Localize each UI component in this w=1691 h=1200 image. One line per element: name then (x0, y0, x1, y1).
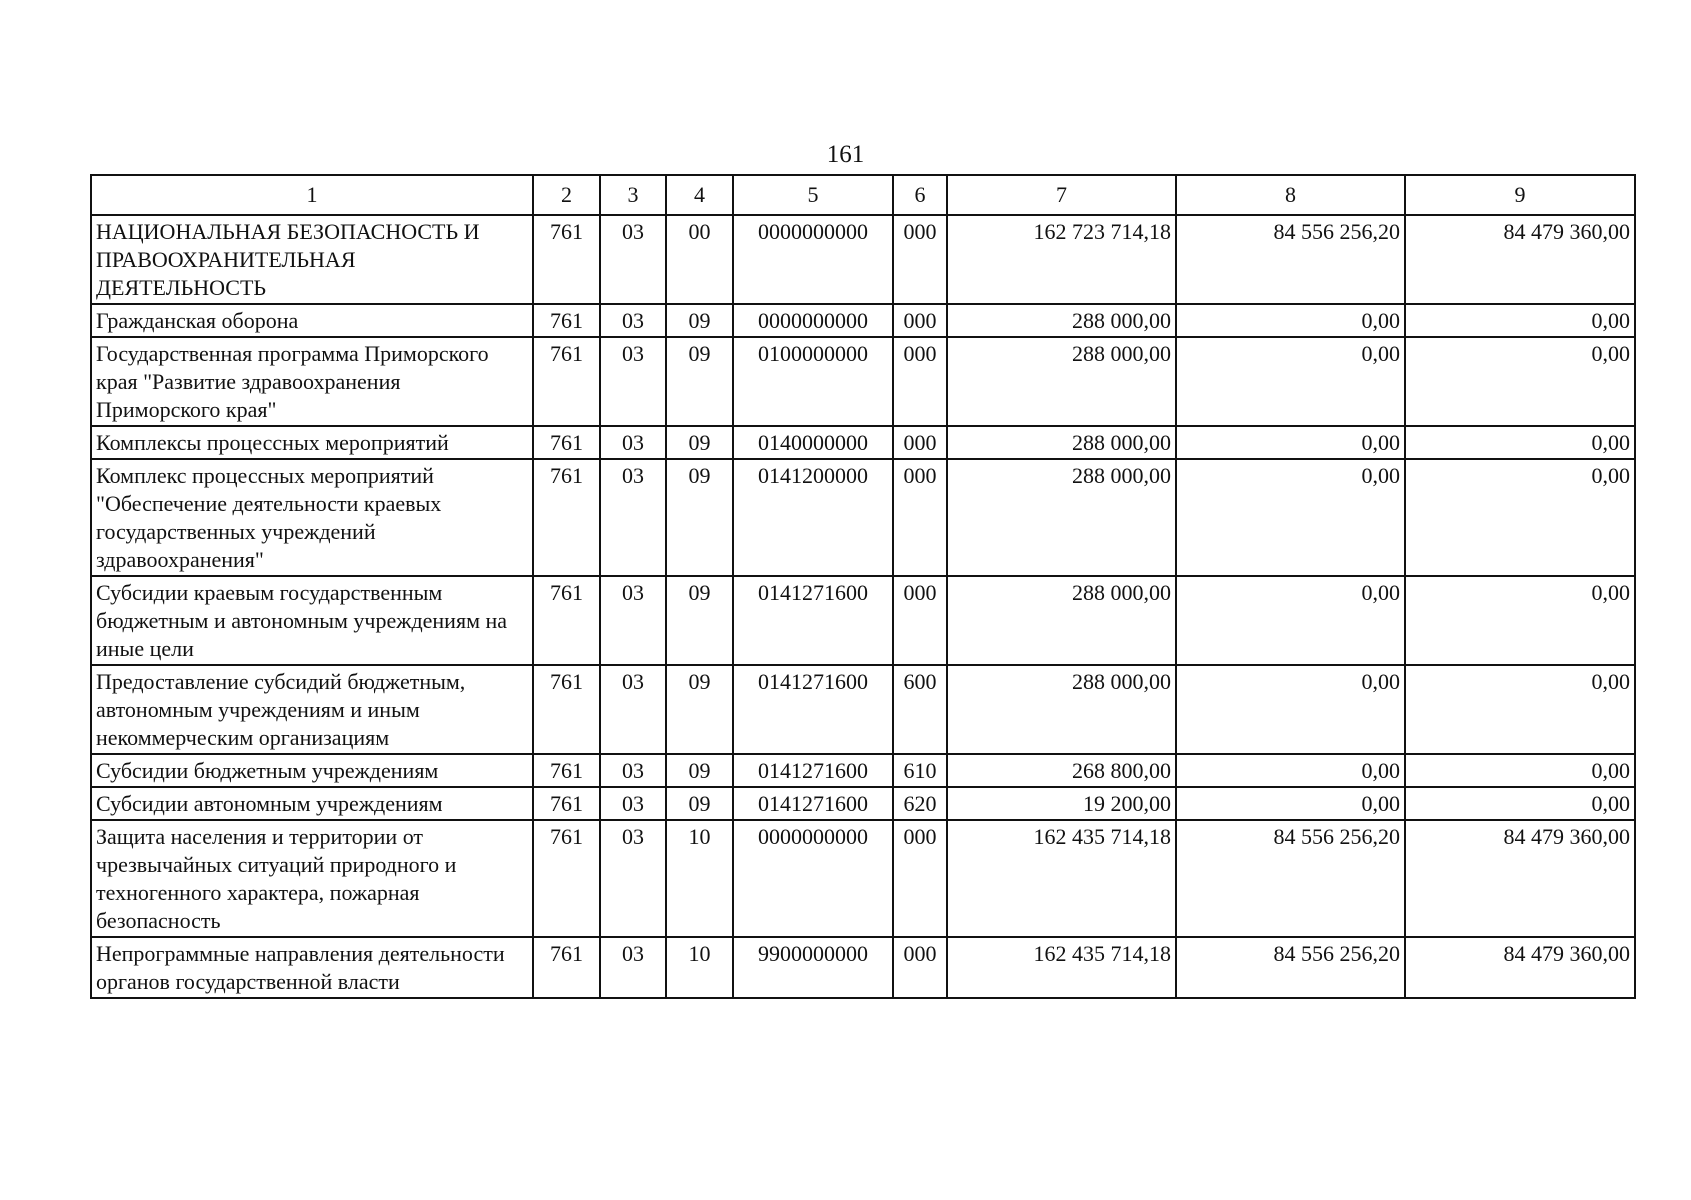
code-chapter: 761 (533, 576, 600, 665)
amount-col-9: 0,00 (1405, 426, 1635, 459)
column-header: 4 (666, 175, 733, 215)
code-target-article: 9900000000 (733, 937, 893, 998)
code-expense-type: 610 (893, 754, 947, 787)
amount-col-7: 162 435 714,18 (947, 820, 1176, 937)
amount-col-9: 0,00 (1405, 304, 1635, 337)
table-body (91, 215, 1635, 998)
amount-col-7: 288 000,00 (947, 304, 1176, 337)
column-header: 3 (600, 175, 666, 215)
code-expense-type: 000 (893, 337, 947, 426)
budget-table (90, 174, 1636, 999)
amount-col-9: 84 479 360,00 (1405, 937, 1635, 998)
code-chapter: 761 (533, 304, 600, 337)
table-row (91, 337, 1635, 426)
amount-col-9: 84 479 360,00 (1405, 820, 1635, 937)
code-subsection: 10 (666, 937, 733, 998)
table-row (91, 820, 1635, 937)
code-expense-type: 000 (893, 459, 947, 576)
amount-col-8: 0,00 (1176, 576, 1405, 665)
code-section: 03 (600, 754, 666, 787)
code-expense-type: 000 (893, 426, 947, 459)
row-name: Предоставление субсидий бюджетным, автономным учреждениям и иным некоммерческим организациям (91, 665, 533, 754)
row-name: Субсидии краевым государственным бюджетным и автономным учреждениям на иные цели (91, 576, 533, 665)
amount-col-7: 19 200,00 (947, 787, 1176, 820)
code-chapter: 761 (533, 665, 600, 754)
column-header: 8 (1176, 175, 1405, 215)
column-header: 5 (733, 175, 893, 215)
column-number-row (91, 175, 1635, 215)
code-chapter: 761 (533, 459, 600, 576)
table-row (91, 215, 1635, 304)
code-expense-type: 000 (893, 820, 947, 937)
code-chapter: 761 (533, 337, 600, 426)
row-name: Гражданская оборона (91, 304, 533, 337)
amount-col-7: 268 800,00 (947, 754, 1176, 787)
code-expense-type: 600 (893, 665, 947, 754)
amount-col-8: 84 556 256,20 (1176, 937, 1405, 998)
row-name: Комплекс процессных мероприятий "Обеспечение деятельности краевых государственных учреждений здравоохранения" (91, 459, 533, 576)
row-name: Государственная программа Приморского края "Развитие здравоохранения Приморского края" (91, 337, 533, 426)
amount-col-7: 162 723 714,18 (947, 215, 1176, 304)
amount-col-9: 0,00 (1405, 665, 1635, 754)
code-section: 03 (600, 820, 666, 937)
code-target-article: 0141271600 (733, 787, 893, 820)
amount-col-8: 0,00 (1176, 754, 1405, 787)
code-target-article: 0000000000 (733, 820, 893, 937)
code-subsection: 09 (666, 665, 733, 754)
table-row (91, 576, 1635, 665)
code-target-article: 0141200000 (733, 459, 893, 576)
code-target-article: 0000000000 (733, 304, 893, 337)
code-section: 03 (600, 304, 666, 337)
amount-col-8: 84 556 256,20 (1176, 215, 1405, 304)
code-chapter: 761 (533, 215, 600, 304)
amount-col-7: 162 435 714,18 (947, 937, 1176, 998)
row-name: Субсидии бюджетным учреждениям (91, 754, 533, 787)
code-subsection: 09 (666, 304, 733, 337)
code-expense-type: 000 (893, 576, 947, 665)
code-subsection: 09 (666, 459, 733, 576)
code-target-article: 0140000000 (733, 426, 893, 459)
code-target-article: 0141271600 (733, 754, 893, 787)
table-row (91, 304, 1635, 337)
amount-col-7: 288 000,00 (947, 576, 1176, 665)
code-section: 03 (600, 459, 666, 576)
code-target-article: 0141271600 (733, 576, 893, 665)
amount-col-9: 0,00 (1405, 459, 1635, 576)
row-name: Защита населения и территории от чрезвычайных ситуаций природного и техногенного характера, пожарная безопасность (91, 820, 533, 937)
code-chapter: 761 (533, 820, 600, 937)
amount-col-7: 288 000,00 (947, 337, 1176, 426)
amount-col-7: 288 000,00 (947, 459, 1176, 576)
column-header: 9 (1405, 175, 1635, 215)
code-chapter: 761 (533, 937, 600, 998)
code-section: 03 (600, 665, 666, 754)
column-header: 2 (533, 175, 600, 215)
code-subsection: 09 (666, 787, 733, 820)
code-chapter: 761 (533, 426, 600, 459)
code-subsection: 09 (666, 337, 733, 426)
code-subsection: 09 (666, 754, 733, 787)
code-chapter: 761 (533, 754, 600, 787)
row-name: Непрограммные направления деятельности органов государственной власти (91, 937, 533, 998)
row-name: НАЦИОНАЛЬНАЯ БЕЗОПАСНОСТЬ И ПРАВООХРАНИТЕЛЬНАЯ ДЕЯТЕЛЬНОСТЬ (91, 215, 533, 304)
row-name: Комплексы процессных мероприятий (91, 426, 533, 459)
code-target-article: 0000000000 (733, 215, 893, 304)
code-subsection: 10 (666, 820, 733, 937)
amount-col-8: 0,00 (1176, 426, 1405, 459)
amount-col-9: 0,00 (1405, 576, 1635, 665)
amount-col-8: 0,00 (1176, 665, 1405, 754)
table-row (91, 754, 1635, 787)
column-header: 6 (893, 175, 947, 215)
code-expense-type: 620 (893, 787, 947, 820)
amount-col-9: 0,00 (1405, 337, 1635, 426)
code-section: 03 (600, 937, 666, 998)
code-section: 03 (600, 787, 666, 820)
amount-col-8: 0,00 (1176, 304, 1405, 337)
code-subsection: 00 (666, 215, 733, 304)
code-section: 03 (600, 426, 666, 459)
code-target-article: 0141271600 (733, 665, 893, 754)
amount-col-9: 0,00 (1405, 754, 1635, 787)
table-row (91, 426, 1635, 459)
table-row (91, 459, 1635, 576)
code-section: 03 (600, 337, 666, 426)
column-header: 7 (947, 175, 1176, 215)
table-row (91, 787, 1635, 820)
page-number: 161 (826, 141, 865, 168)
code-expense-type: 000 (893, 304, 947, 337)
code-expense-type: 000 (893, 937, 947, 998)
amount-col-9: 84 479 360,00 (1405, 215, 1635, 304)
code-subsection: 09 (666, 576, 733, 665)
code-target-article: 0100000000 (733, 337, 893, 426)
code-section: 03 (600, 215, 666, 304)
amount-col-8: 0,00 (1176, 459, 1405, 576)
amount-col-9: 0,00 (1405, 787, 1635, 820)
code-section: 03 (600, 576, 666, 665)
amount-col-8: 84 556 256,20 (1176, 820, 1405, 937)
amount-col-8: 0,00 (1176, 337, 1405, 426)
table-row (91, 665, 1635, 754)
row-name: Субсидии автономным учреждениям (91, 787, 533, 820)
column-header: 1 (91, 175, 533, 215)
amount-col-7: 288 000,00 (947, 665, 1176, 754)
code-expense-type: 000 (893, 215, 947, 304)
code-subsection: 09 (666, 426, 733, 459)
table-row (91, 937, 1635, 998)
code-chapter: 761 (533, 787, 600, 820)
amount-col-8: 0,00 (1176, 787, 1405, 820)
amount-col-7: 288 000,00 (947, 426, 1176, 459)
